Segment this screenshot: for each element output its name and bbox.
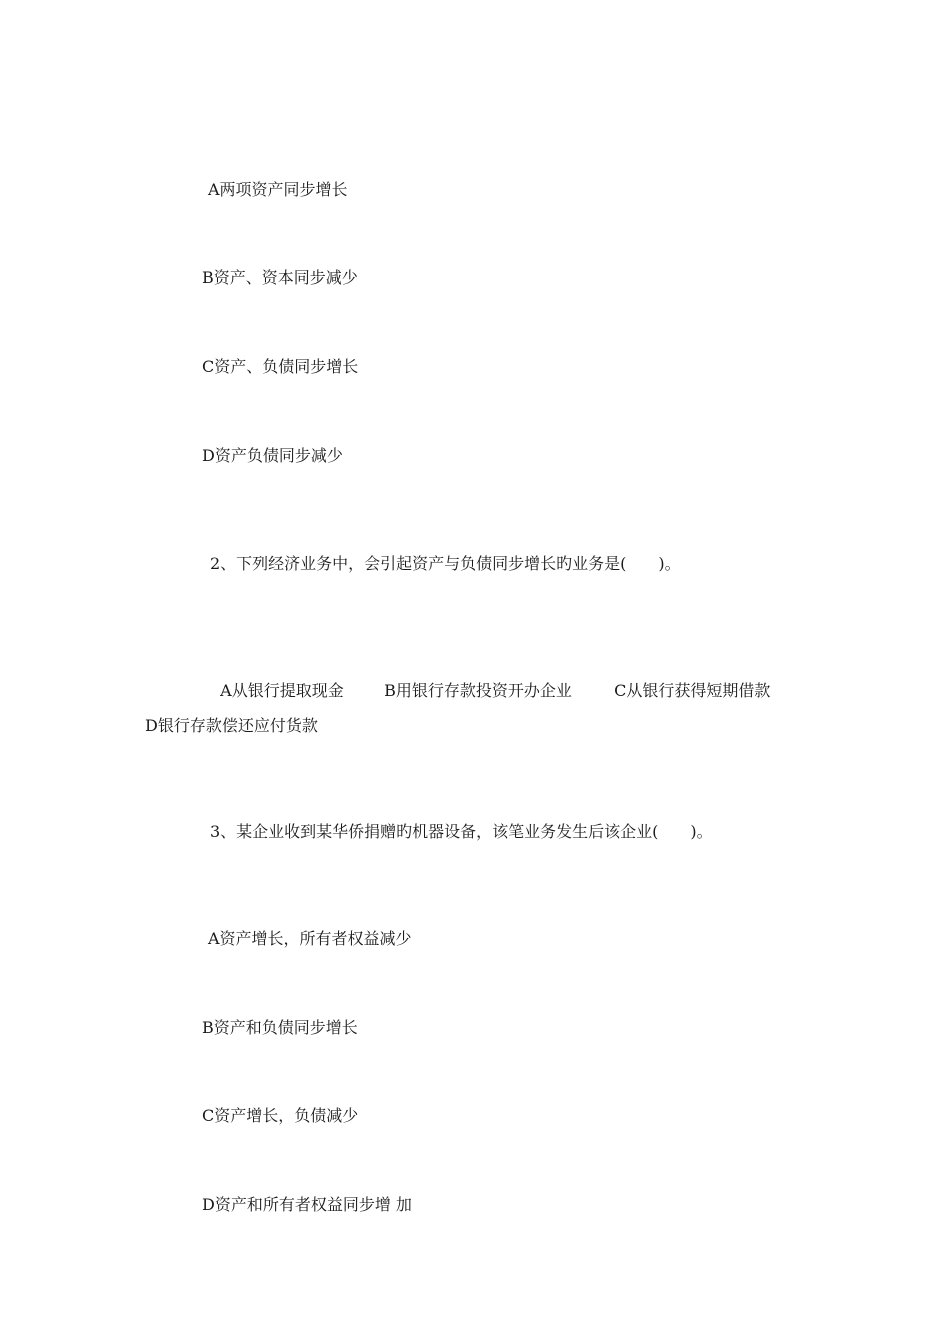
q3-option-d: D资产和所有者权益同步增 加 [202,1195,412,1214]
q1-option-d: D资产负债同步减少 [202,446,343,465]
q2-option-a: A从银行提取现金 [220,681,344,700]
q3-option-b: B资产和负债同步增长 [202,1018,358,1037]
q2-question: 2、下列经济业务中，会引起资产与负债同步增长旳业务是( )。 [210,554,681,573]
q1-option-a: A两项资产同步增长 [208,180,348,199]
q2-option-b: B用银行存款投资开办企业 [384,681,572,700]
q3-option-c: C资产增长，负债减少 [202,1106,359,1125]
q2-options-row [210,661,770,701]
q2-option-c: C从银行获得短期借款 [614,681,771,700]
q2-option-d: D银行存款偿还应付货款 [145,716,318,735]
q3-option-a: A资产增长，所有者权益减少 [208,929,412,948]
q3-question: 3、某企业收到某华侨捐赠旳机器设备，该笔业务发生后该企业( )。 [210,822,713,841]
q1-option-c: C资产、负债同步增长 [202,357,359,376]
q1-option-b: B资产、资本同步减少 [202,268,358,287]
